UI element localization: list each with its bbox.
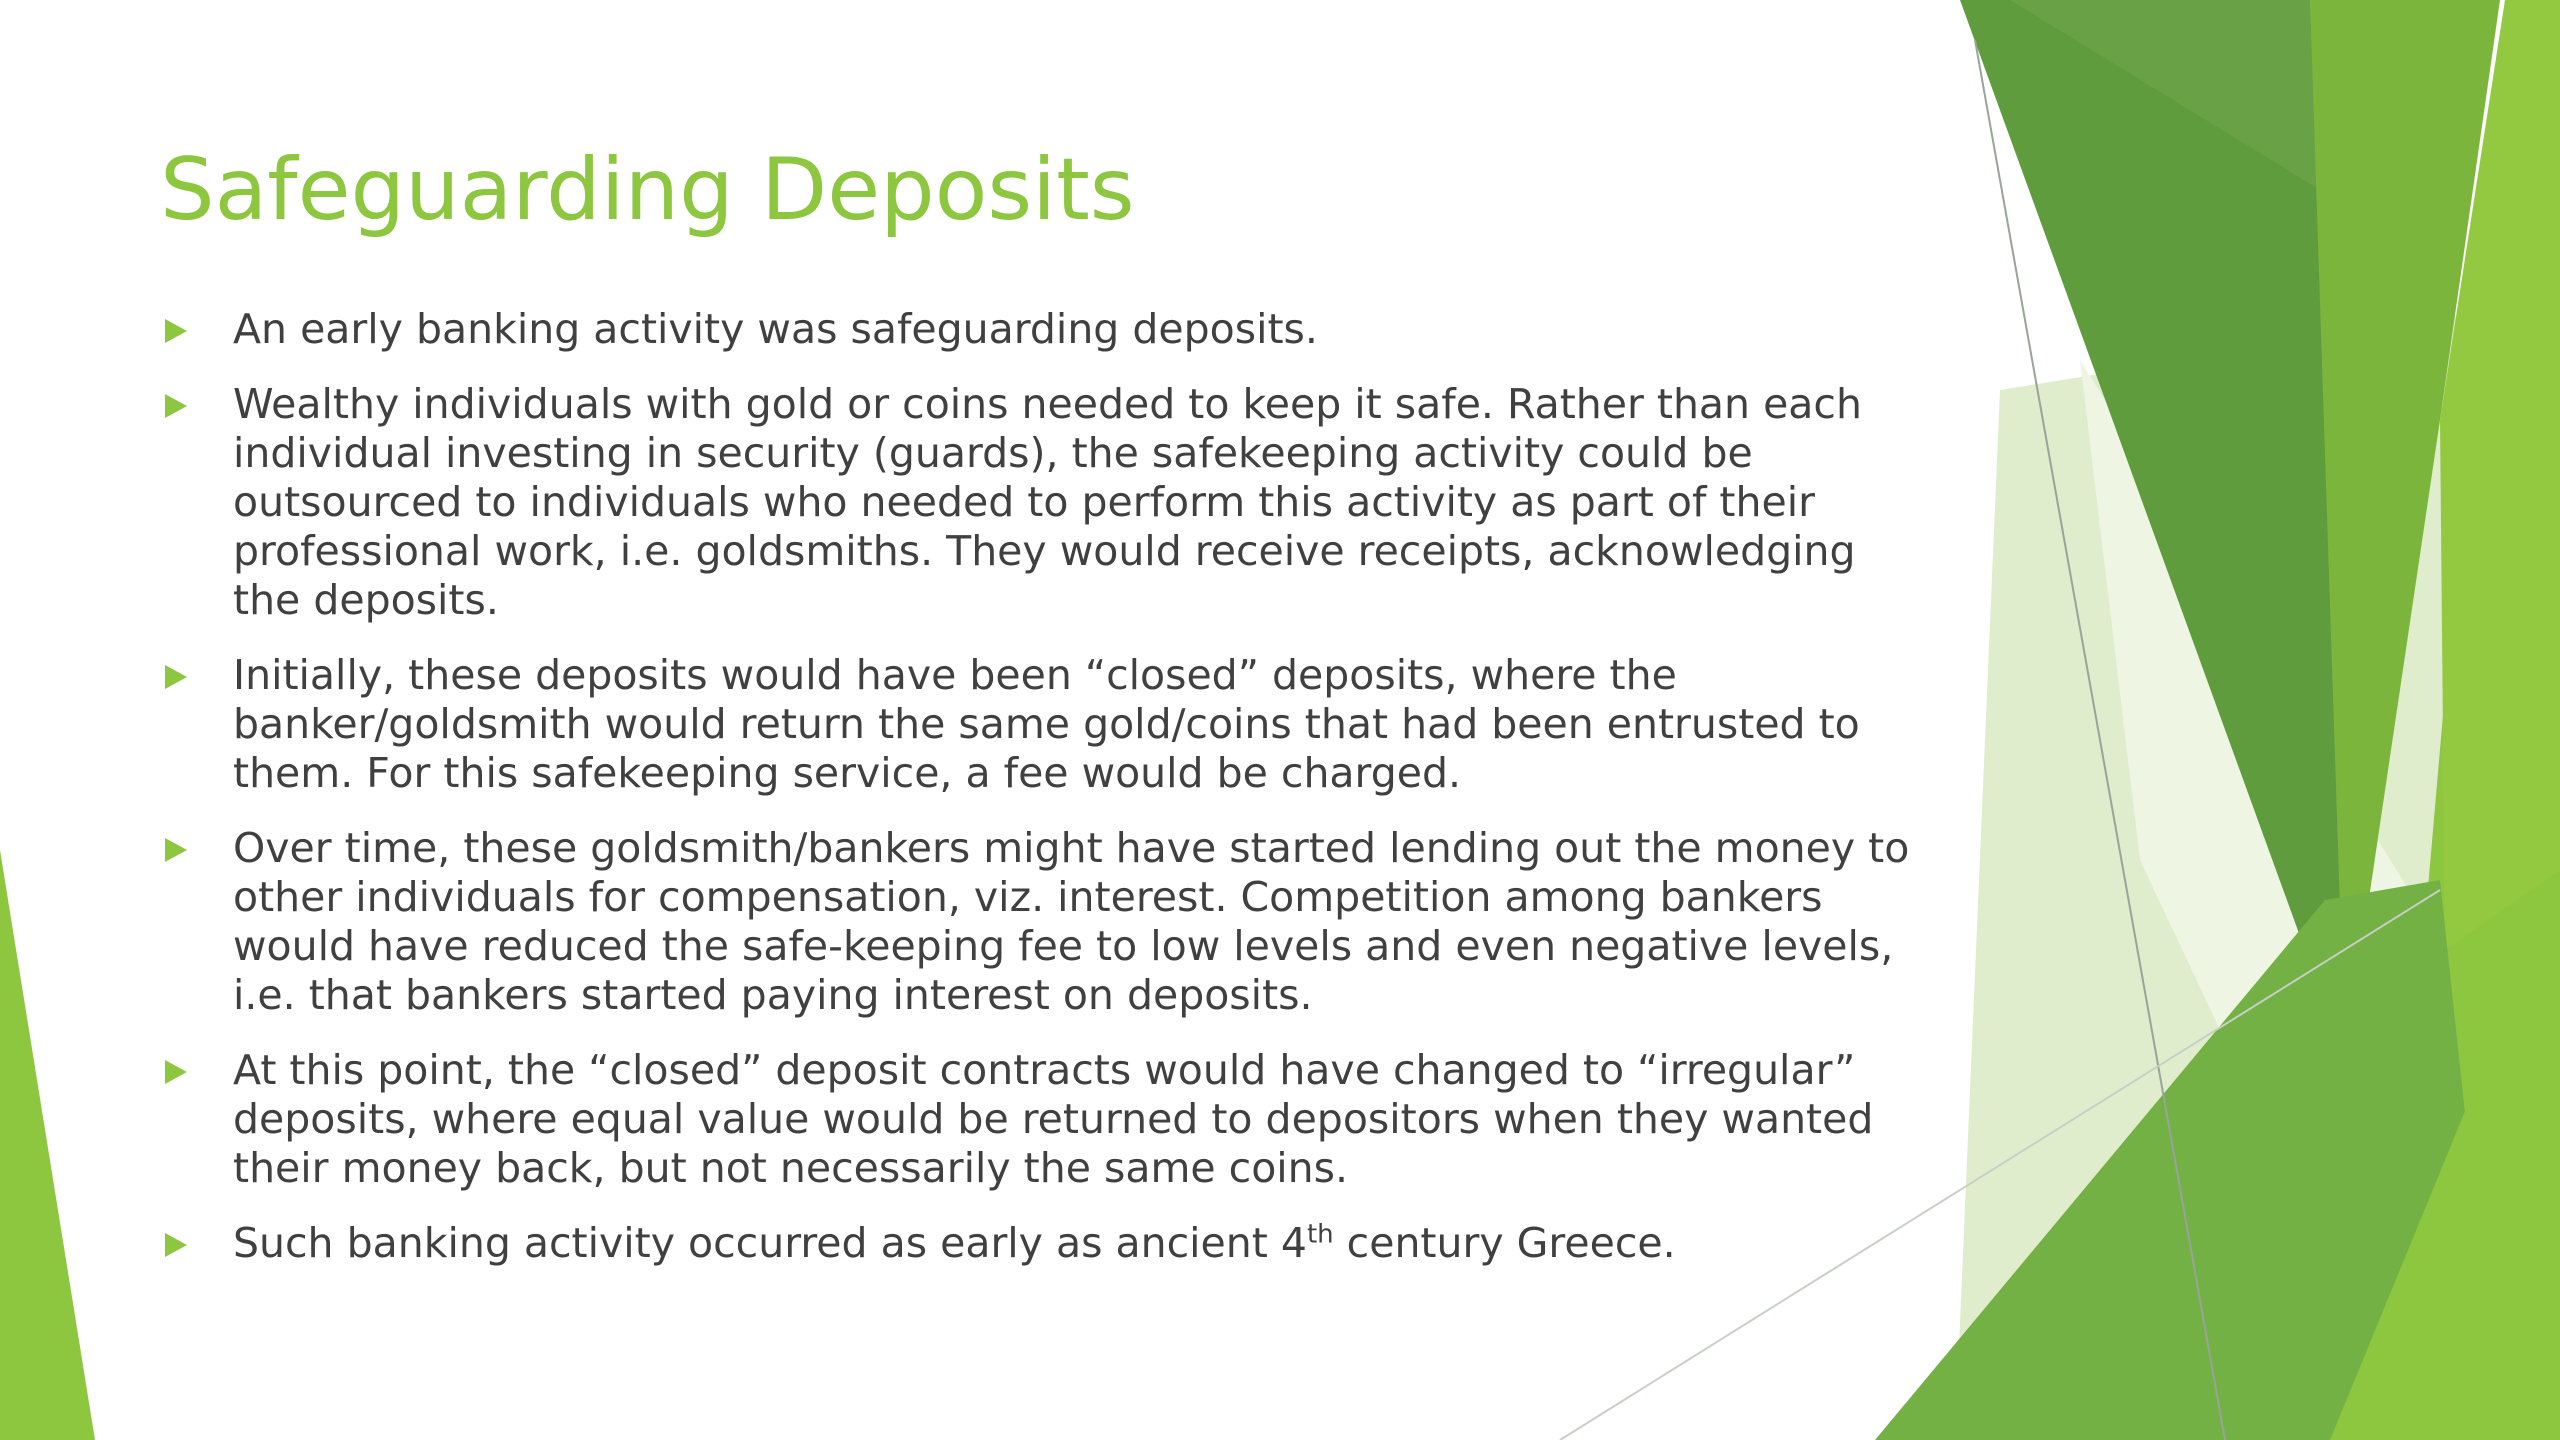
- triangle-right-icon: [165, 319, 187, 343]
- triangle-right-icon: [165, 1233, 187, 1257]
- bullet-item: [160, 380, 1920, 625]
- bullet-text-post: century Greece.: [1333, 1219, 1676, 1267]
- bullet-item: [160, 1046, 1920, 1193]
- bullet-text: Over time, these goldsmith/bankers might have started lending out the money to other individuals for compensation, viz. interest. Competition among bankers would have reduced the safe-keeping fee to low levels and even negative levels, i.e. that bankers started paying interest on deposits.: [233, 824, 1910, 1019]
- triangle-right-icon: [165, 394, 187, 418]
- bullet-text: An early banking activity was safeguarding deposits.: [233, 305, 1318, 353]
- bullet-text-superscript: th: [1306, 1219, 1334, 1250]
- bullet-text: Wealthy individuals with gold or coins needed to keep it safe. Rather than each individual investing in security (guards), the safekeeping activity could be outsourced to individuals who needed to perform this activity as part of their professional work, i.e. goldsmiths. They would receive receipts, acknowledging the deposits.: [233, 380, 1862, 624]
- bullet-item: [160, 305, 1920, 354]
- triangle-right-icon: [165, 1060, 187, 1084]
- bullet-text: At this point, the “closed” deposit contracts would have changed to “irregular” deposits, where equal value would be returned to depositors when they wanted their money back, but not necessarily the same coins.: [233, 1046, 1874, 1192]
- bullet-text: Initially, these deposits would have been “closed” deposits, where the banker/goldsmith would return the same gold/coins that had been entrusted to them. For this safekeeping service, a fee would be charged.: [233, 651, 1860, 797]
- bullet-item: [160, 1219, 1920, 1268]
- bullet-item: [160, 824, 1920, 1020]
- bullet-text-pre: Such banking activity occurred as early as ancient 4: [233, 1219, 1307, 1267]
- triangle-right-icon: [165, 665, 187, 689]
- bullet-list: [160, 305, 1920, 1294]
- slide-title: Safeguarding Deposits: [160, 140, 1135, 240]
- triangle-right-icon: [165, 838, 187, 862]
- left-edge-shape: [0, 850, 95, 1440]
- bullet-item: [160, 651, 1920, 798]
